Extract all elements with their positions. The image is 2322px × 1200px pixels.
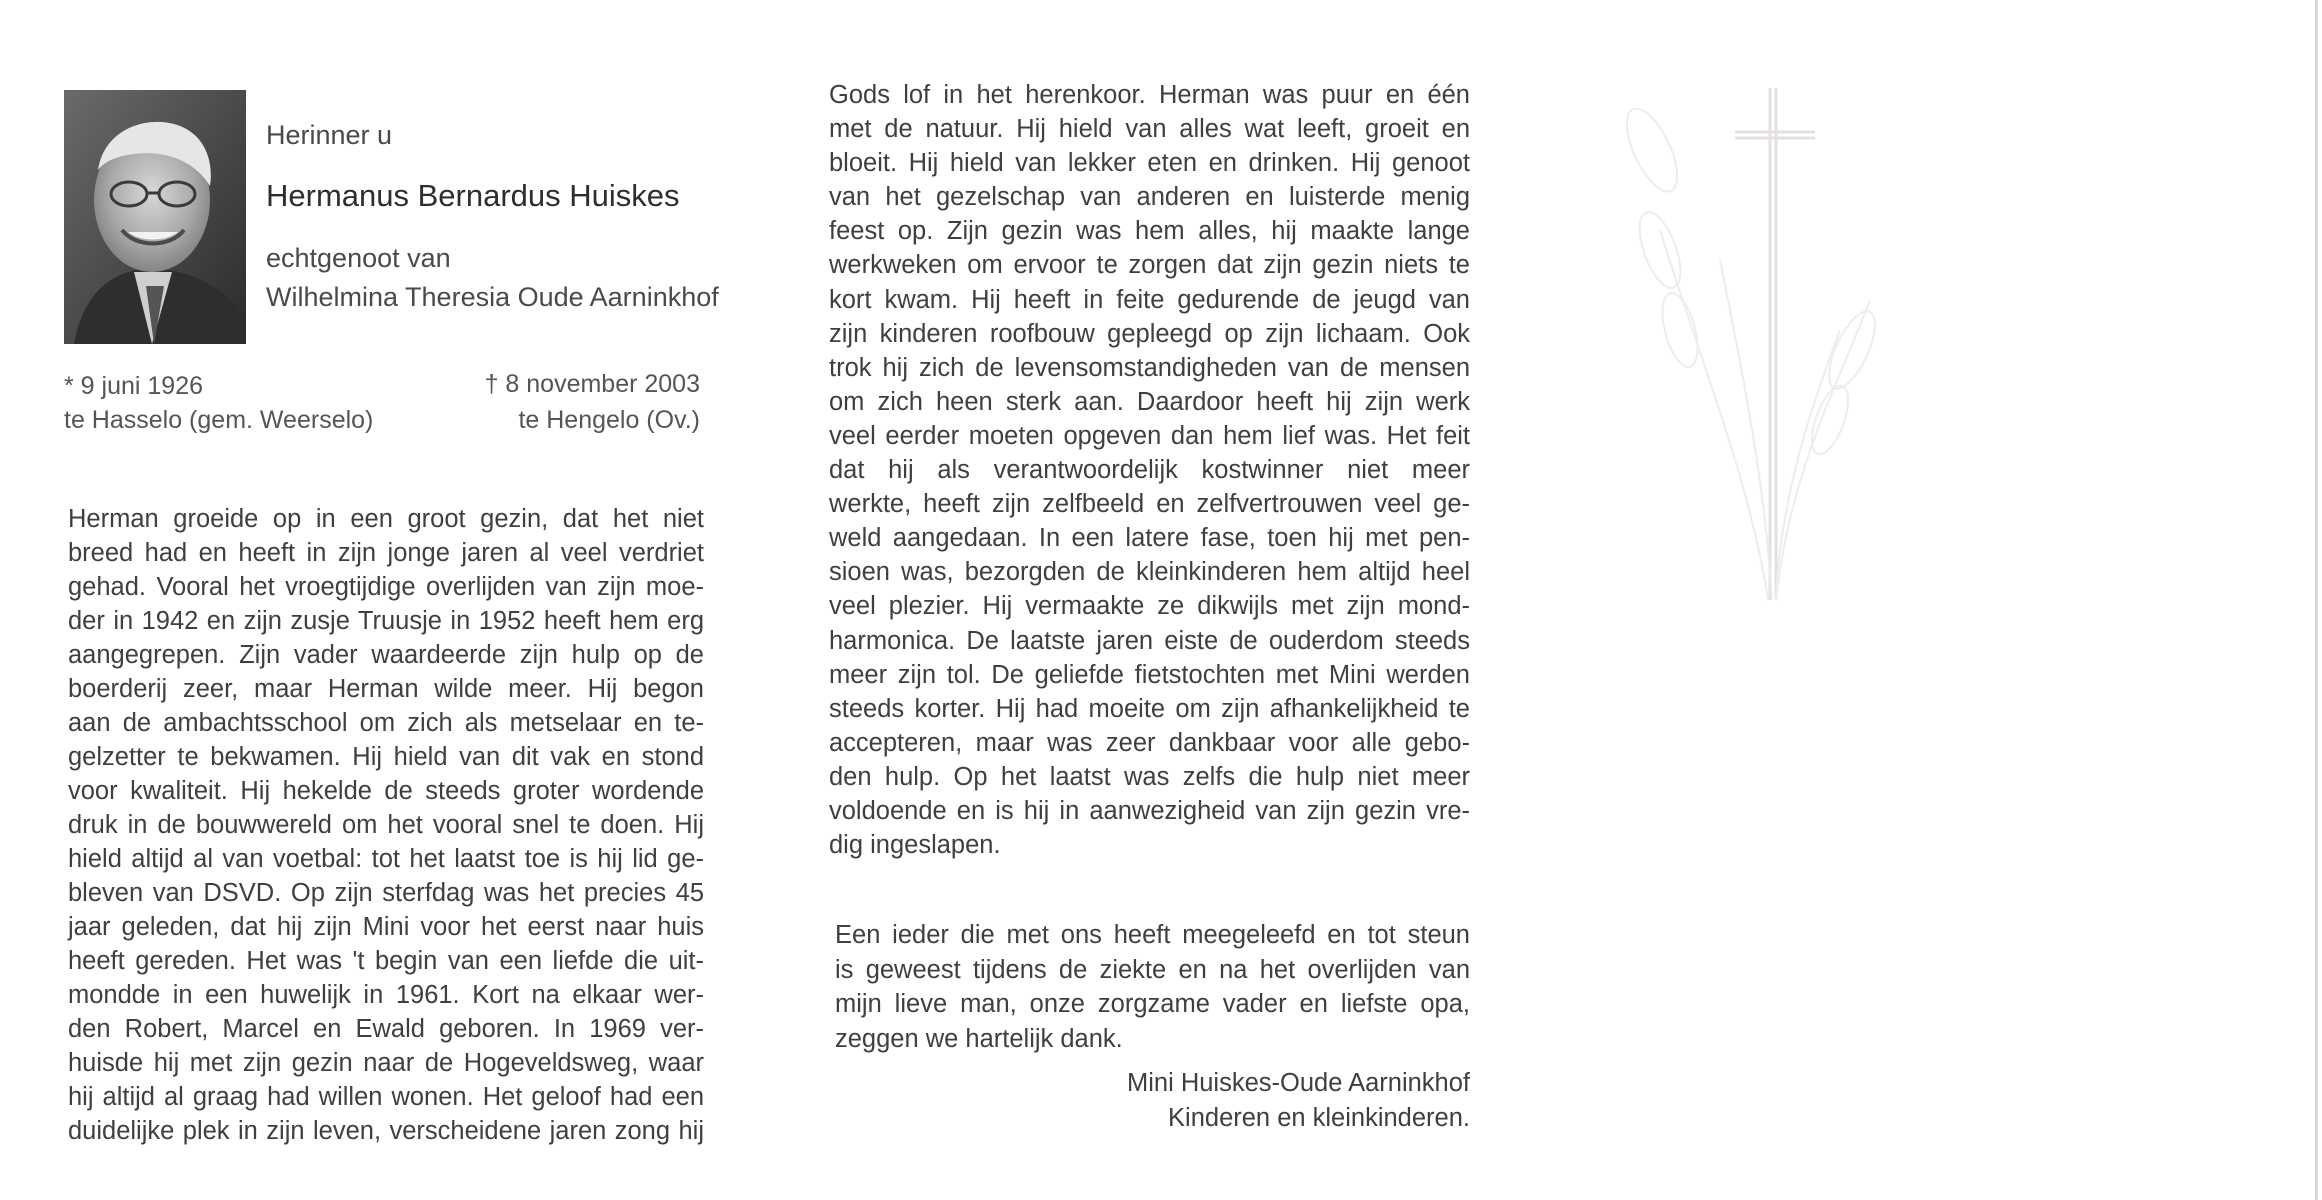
- text-line: bloeit. Hij hield van lekker eten en drinken. Hij genoot: [829, 149, 1470, 178]
- text-line: hij altijd al graag had willen wonen. Het geloof had een: [68, 1083, 704, 1111]
- text-line: accepteren, maar was zeer dankbaar voor alle gebo-: [829, 728, 1470, 757]
- cross-wheat-motif: [1540, 0, 2322, 1200]
- biography-left: [68, 502, 704, 1148]
- text-line: is geweest tijdens de ziekte en na het overlijden van: [835, 955, 1470, 984]
- text-line: heeft gereden. Het was 't begin van een liefde die uit-: [68, 947, 704, 975]
- text-line: om zich heen sterk aan. Daardoor heeft hij zijn werk: [829, 387, 1470, 416]
- text-line: aangegrepen. Zijn vader waardeerde zijn hulp op de: [68, 641, 704, 669]
- page-edge: [2315, 0, 2318, 1200]
- signature-line-2: Kinderen en kleinkinderen.: [1168, 1104, 1470, 1132]
- text-line: kort kwam. Hij heeft in feite gedurende de jeugd van: [829, 285, 1470, 314]
- text-line: trok hij zich de levensomstandigheden van de mensen: [829, 353, 1470, 382]
- deceased-name: Hermanus Bernardus Huiskes: [266, 178, 680, 213]
- text-line: bleven van DSVD. Op zijn sterfdag was het precies 45: [68, 879, 704, 907]
- text-line: den hulp. Op het laatst was zelfs die hulp niet meer: [829, 762, 1470, 791]
- birth-date: * 9 juni 1926: [64, 372, 204, 400]
- text-line: Een ieder die met ons heeft meegeleefd en tot steun: [835, 921, 1470, 949]
- thanks-paragraph: [835, 918, 1470, 1056]
- portrait-illustration: [64, 90, 246, 344]
- text-line: feest op. Zijn gezin was hem alles, hij maakte lange: [829, 217, 1470, 246]
- text-line: dig ingeslapen.: [829, 831, 1001, 860]
- text-line: jaar geleden, dat hij zijn Mini voor het eerst naar huis: [68, 913, 704, 941]
- text-line: gelzetter te bekwamen. Hij hield van dit vak en stond: [68, 743, 704, 771]
- text-line: breed had en heeft in zijn jonge jaren al veel verdriet: [68, 539, 704, 567]
- text-line: veel plezier. Hij vermaakte ze dikwijls met zijn mond-: [829, 592, 1470, 621]
- text-line: zijn kinderen roofbouw gepleegd op zijn lichaam. Ook: [829, 319, 1470, 348]
- text-line: huisde hij met zijn gezin naar de Hogeveldsweg, waar: [68, 1049, 704, 1077]
- text-line: druk in de bouwwereld om het vooral snel te doen. Hij: [68, 811, 704, 839]
- text-line: dat hij als verantwoordelijk kostwinner niet meer: [829, 456, 1470, 485]
- text-line: harmonica. De laatste jaren eiste de ouderdom steeds: [829, 626, 1470, 655]
- text-line: werkte, heeft zijn zelfbeeld en zelfvertrouwen veel ge-: [829, 490, 1470, 519]
- signature-line-1: Mini Huiskes-Oude Aarninkhof: [1127, 1069, 1470, 1097]
- text-line: aan de ambachtsschool om zich als metselaar en te-: [68, 709, 704, 737]
- text-line: meer zijn tol. De geliefde fietstochten met Mini werden: [829, 660, 1470, 689]
- text-line: werkweken om ervoor te zorgen dat zijn gezin niets te: [829, 251, 1470, 280]
- text-line: boerderij zeer, maar Herman wilde meer. Hij begon: [68, 675, 704, 703]
- text-line: zeggen we hartelijk dank.: [835, 1024, 1123, 1053]
- spouse-label: echtgenoot van: [266, 243, 451, 273]
- text-line: sioen was, bezorgden de kleinkinderen hem altijd heel: [829, 558, 1470, 587]
- text-line: gehad. Vooral het vroegtijdige overlijden van zijn moe-: [68, 573, 704, 601]
- death-place: te Hengelo (Ov.): [518, 406, 700, 434]
- middle-panel: [770, 0, 1540, 1200]
- right-panel: [1540, 0, 2322, 1200]
- text-line: veel eerder moeten opgeven dan hem lief was. Het feit: [829, 421, 1470, 450]
- left-panel: [0, 0, 770, 1200]
- text-line: mondde in een huwelijk in 1961. Kort na elkaar wer-: [68, 981, 704, 1009]
- text-line: mijn lieve man, onze zorgzame vader en liefste opa,: [835, 990, 1470, 1018]
- spouse-name: Wilhelmina Theresia Oude Aarninkhof: [266, 282, 719, 312]
- death-date: † 8 november 2003: [484, 370, 700, 398]
- birth-place: te Hasselo (gem. Weerselo): [64, 406, 374, 434]
- text-line: Gods lof in het herenkoor. Herman was puur en één: [829, 81, 1470, 109]
- text-line: duidelijke plek in zijn leven, verscheidene jaren zong hij: [68, 1117, 704, 1145]
- text-line: voldoende en is hij in aanwezigheid van zijn gezin vre-: [829, 796, 1470, 825]
- intro-text: Herinner u: [266, 120, 393, 150]
- biography-right: [829, 78, 1470, 862]
- text-line: der in 1942 en zijn zusje Truusje in 1952 heeft hem erg: [68, 607, 704, 635]
- text-line: den Robert, Marcel en Ewald geboren. In 1969 ver-: [68, 1015, 704, 1043]
- text-line: van het gezelschap van anderen en luisterde menig: [829, 183, 1470, 212]
- text-line: weld aangedaan. In een latere fase, toen hij met pen-: [829, 524, 1470, 553]
- text-line: steeds korter. Hij had moeite om zijn afhankelijkheid te: [829, 694, 1470, 723]
- text-line: met de natuur. Hij hield van alles wat leeft, groeit en: [829, 115, 1470, 144]
- portrait-photo: [64, 90, 246, 344]
- text-line: hield altijd al van voetbal: tot het laatst toe is hij lid ge-: [68, 845, 704, 873]
- text-line: Herman groeide op in een groot gezin, dat het niet: [68, 505, 704, 533]
- text-line: voor kwaliteit. Hij hekelde de steeds groter wordende: [68, 777, 704, 805]
